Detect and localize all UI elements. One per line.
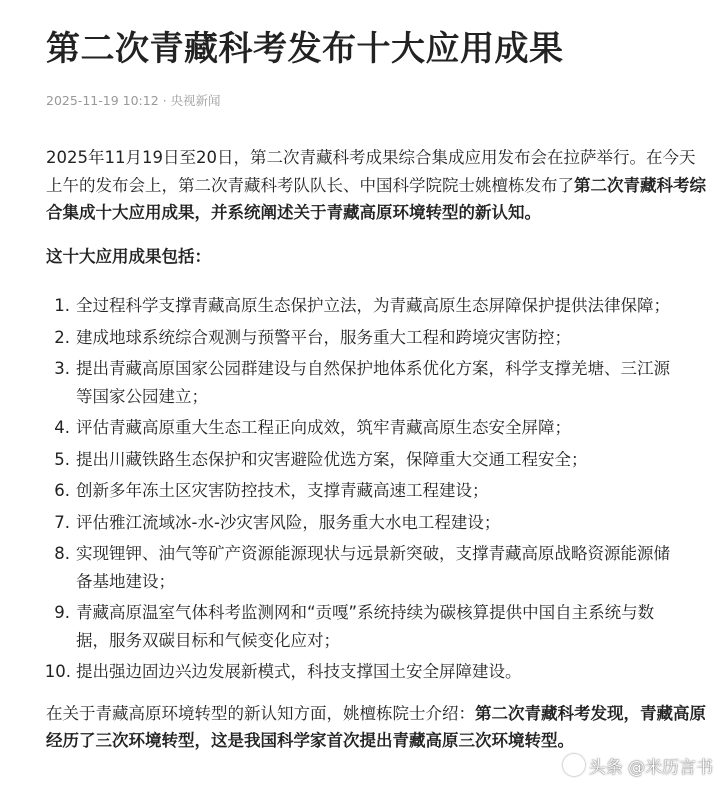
list-item-text: 评估雅江流域冰-水-沙灾害风险，服务重大水电工程建设； [76, 512, 501, 532]
list-item [46, 658, 674, 686]
article [46, 0, 706, 771]
list-item-number: 6. [54, 481, 70, 500]
list-item [46, 509, 674, 537]
list-item-text: 提出青藏高原国家公园群建设与自然保护地体系优化方案，科学支撑羌塘、三江源等国家公园建立； [76, 359, 670, 406]
intro-bold-text: 第二次青藏科考综合集成十大应用成果，并系统阐述关于青藏高原环境转型的新认知。 [46, 175, 706, 222]
list-item [46, 414, 674, 442]
list-item-number: 4. [54, 418, 70, 437]
list-item-number: 3. [54, 359, 70, 378]
list-item-text: 全过程科学支撑青藏高原生态保护立法，为青藏高原生态屏障保护提供法律保障； [76, 296, 670, 315]
list-item [46, 355, 674, 410]
list-item-text: 青藏高原温室气体科考监测网和“贡嘎”系统持续为碳核算提供中国自主系统与数据，服务双碳目标和气候变化应对； [76, 603, 655, 650]
list-item [46, 477, 674, 505]
list-item-text: 建成地球系统综合观测与预警平台，服务重大工程和跨境灾害防控； [76, 327, 571, 347]
watermark [563, 750, 713, 780]
list-item-text: 创新多年冻土区灾害防控技术，支撑青藏高速工程建设； [76, 481, 489, 500]
list-heading: 这十大应用成果包括： [46, 246, 211, 266]
outro-bold-text: 第二次青藏科考发现，青藏高原经历了三次环境转型，这是我国科学家首次提出青藏高原三次环境转型。 [46, 703, 706, 750]
article-title: 第二次青藏科考发布十大应用成果 [46, 29, 564, 69]
watermark-label: 头条 @米历言书 [588, 757, 713, 778]
list-item-text: 实现锂钾、油气等矿产资源能源现状与远景新突破，支撑青藏高原战略资源能源储备基地建设； [76, 544, 670, 591]
list-item-number: 2. [54, 327, 70, 347]
list-item [46, 292, 674, 320]
list-item-number: 5. [54, 449, 70, 469]
list-item-text: 提出川藏铁路生态保护和灾害避险优选方案，保障重大交通工程安全； [76, 449, 588, 469]
list-item-text: 评估青藏高原重大生态工程正向成效，筑牢青藏高原生态安全屏障； [76, 418, 571, 437]
intro-text: 2025年11月19日至20日，第二次青藏科考成果综合集成应用发布会在拉萨举行。在今天上午的发布会上，第二次青藏科考队队长、中国科学院院士姚檀栋发布了 [46, 148, 696, 195]
outro-text: 在关于青藏高原环境转型的新认知方面，姚檀栋院士介绍： [46, 703, 475, 723]
list-item [46, 599, 674, 654]
list-item-text: 提出强边固边兴边发展新模式，科技支撑国土安全屏障建设。 [76, 662, 522, 681]
article-meta: 2025-11-19 10:12 · 央视新闻 [46, 93, 221, 108]
list-item-number: 9. [54, 603, 70, 622]
outro-paragraph [46, 700, 706, 755]
achievements-list [46, 292, 674, 686]
list-item [46, 446, 674, 474]
list-item-number: 10. [44, 662, 71, 681]
list-item [46, 540, 674, 595]
list-item-number: 8. [54, 544, 70, 563]
list-item-number: 7. [54, 512, 70, 532]
list-item [46, 324, 674, 352]
list-item-number: 1. [54, 296, 70, 315]
intro-paragraph [46, 144, 706, 227]
toutiao-logo-icon [563, 754, 585, 776]
